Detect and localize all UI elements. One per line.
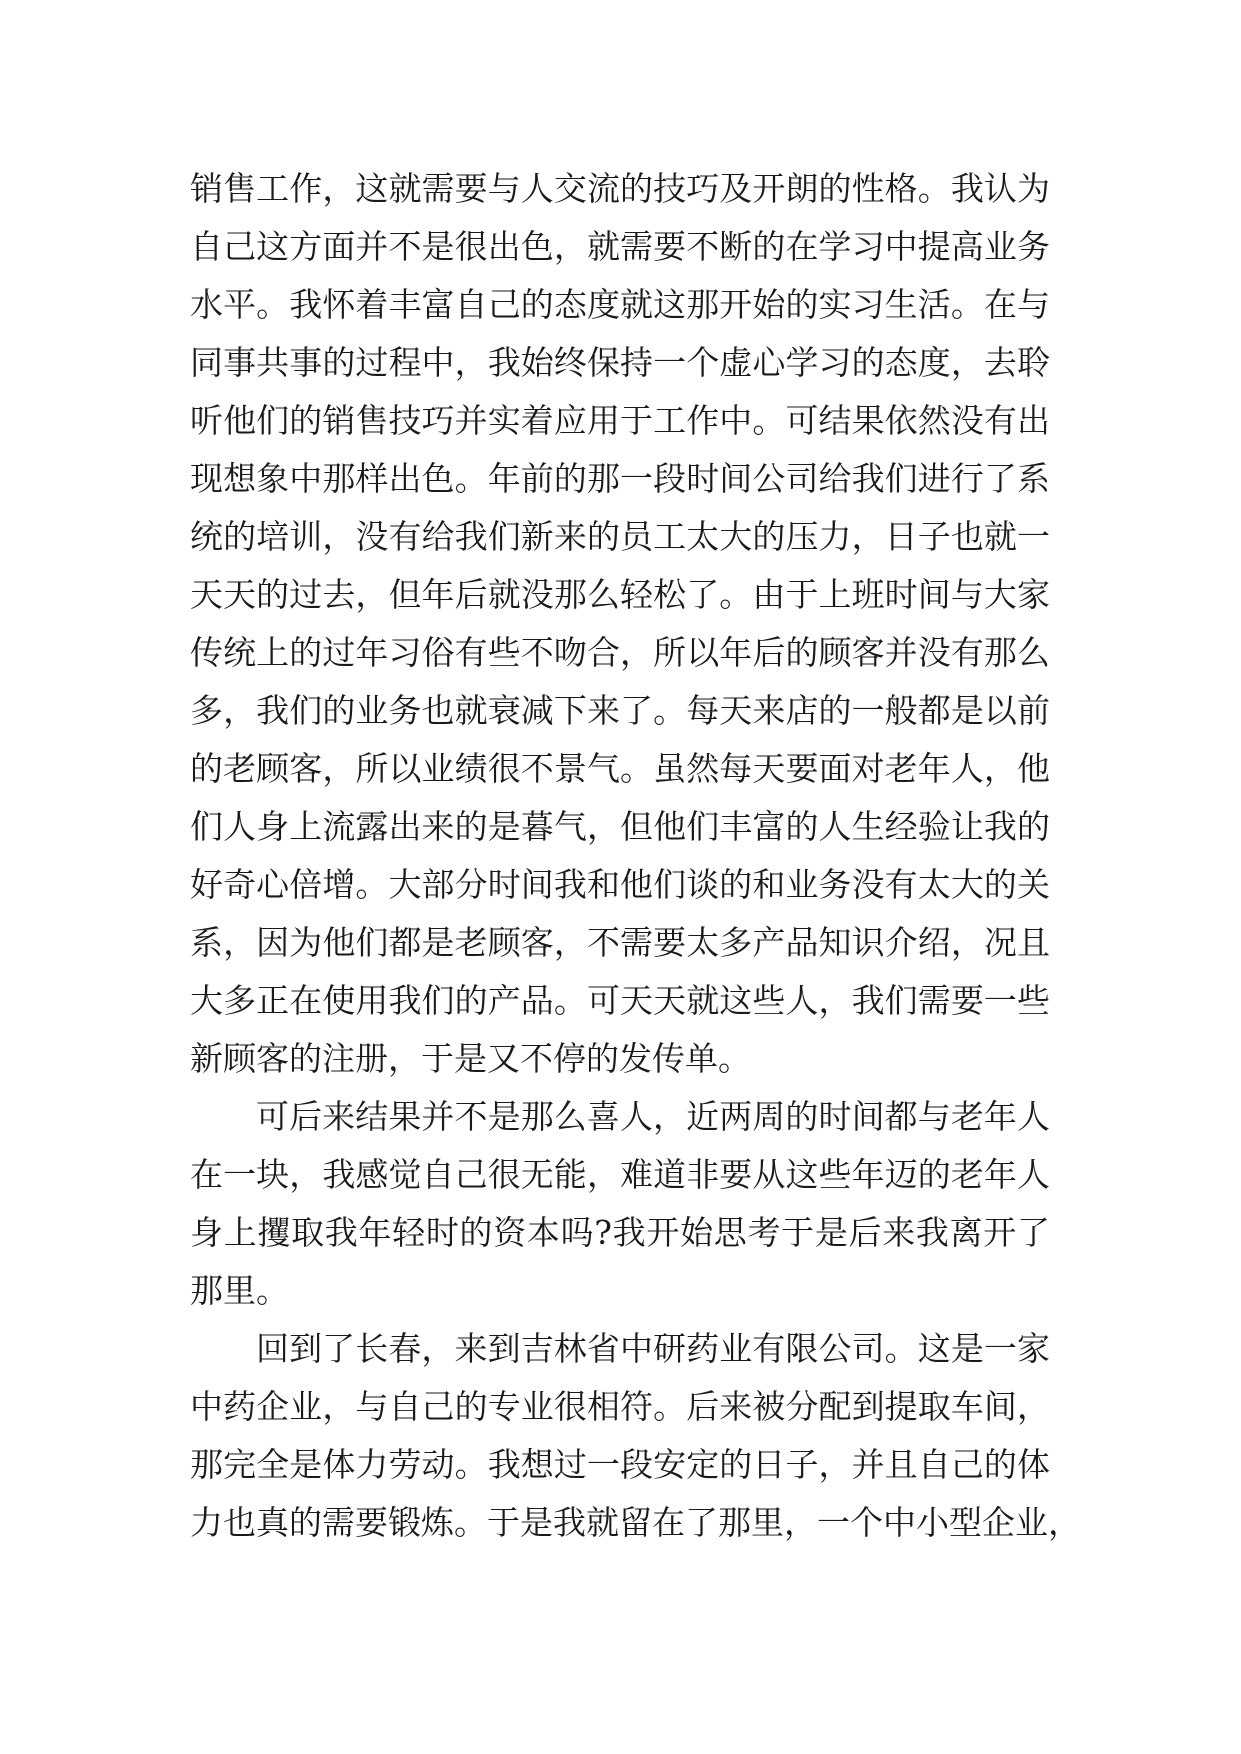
text-line: 那里。 [190, 1271, 289, 1310]
paragraph [190, 1088, 1050, 1320]
text-line: 的老顾客，所以业绩很不景气。虽然每天要面对老年人，他 [190, 749, 1050, 788]
text-line: 大多正在使用我们的产品。可天天就这些人，我们需要一些 [190, 981, 1050, 1020]
text-line: 回到了长春，来到吉林省中研药业有限公司。这是一家 [256, 1329, 1050, 1368]
text-line: 水平。我怀着丰富自己的态度就这那开始的实习生活。在与 [190, 285, 1050, 324]
text-line: 销售工作，这就需要与人交流的技巧及开朗的性格。我认为 [190, 169, 1050, 208]
text-line: 那完全是体力劳动。我想过一段安定的日子，并且自己的体 [190, 1445, 1050, 1484]
text-line: 自己这方面并不是很出色，就需要不断的在学习中提高业务 [190, 227, 1050, 266]
text-line: 可后来结果并不是那么喜人，近两周的时间都与老年人 [256, 1097, 1050, 1136]
text-line: 同事共事的过程中，我始终保持一个虚心学习的态度，去聆 [190, 343, 1050, 382]
text-line: 在一块，我感觉自己很无能，难道非要从这些年迈的老年人 [190, 1155, 1050, 1194]
text-line: 传统上的过年习俗有些不吻合，所以年后的顾客并没有那么 [190, 633, 1050, 672]
text-line: 现想象中那样出色。年前的那一段时间公司给我们进行了系 [190, 459, 1050, 498]
paragraph [190, 160, 1050, 1088]
text-line: 系，因为他们都是老顾客，不需要太多产品知识介绍，况且 [190, 923, 1050, 962]
text-line: 身上攫取我年轻时的资本吗?我开始思考于是后来我离开了 [190, 1213, 1050, 1252]
text-line: 好奇心倍增。大部分时间我和他们谈的和业务没有太大的关 [190, 865, 1050, 904]
text-line: 多，我们的业务也就衰减下来了。每天来店的一般都是以前 [190, 691, 1050, 730]
text-line: 中药企业，与自己的专业很相符。后来被分配到提取车间， [190, 1387, 1050, 1426]
document-body [190, 160, 1081, 1552]
text-line: 力也真的需要锻炼。于是我就留在了那里，一个中小型企业， [190, 1503, 1081, 1542]
text-line: 新顾客的注册，于是又不停的发传单。 [190, 1039, 751, 1078]
text-line: 听他们的销售技巧并实着应用于工作中。可结果依然没有出 [190, 401, 1050, 440]
text-line: 们人身上流露出来的是暮气，但他们丰富的人生经验让我的 [190, 807, 1050, 846]
text-line: 天天的过去，但年后就没那么轻松了。由于上班时间与大家 [190, 575, 1050, 614]
text-line: 统的培训，没有给我们新来的员工太大的压力，日子也就一 [190, 517, 1050, 556]
paragraph [190, 1320, 1081, 1552]
